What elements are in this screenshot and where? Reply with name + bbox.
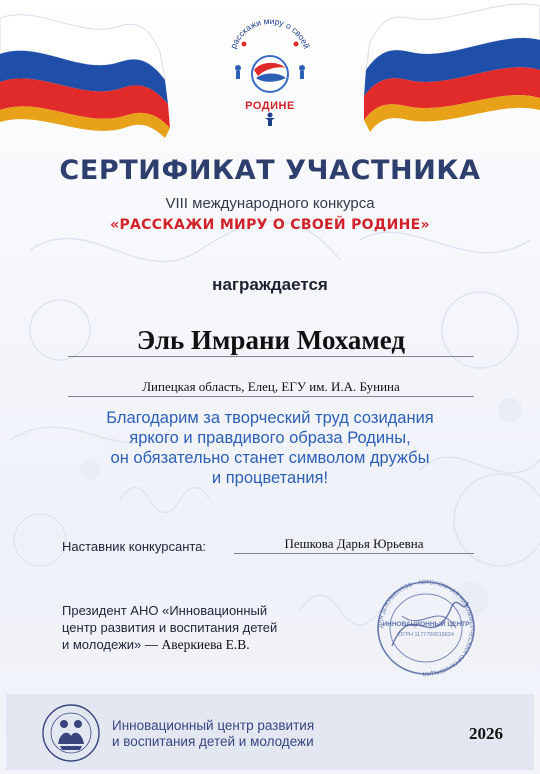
- person-figure-icon: [262, 112, 278, 126]
- svg-text:ДЛЯ ДОКУМЕНТОВ • АВТОНОМНАЯ НЕ: ДЛЯ ДОКУМЕНТОВ • АВТОНОМНАЯ НЕКОММЕРЧЕСКАЯ ОРГАНИЗАЦИЯ: [377, 579, 475, 677]
- russian-flag-ribbon-left: [0, 0, 190, 150]
- russian-flag-ribbon-right: [340, 0, 540, 150]
- signer-name: Аверкиева Е.В.: [161, 637, 250, 652]
- footer-org-name: [112, 718, 412, 750]
- thanks-text: [40, 408, 500, 488]
- svg-text:ИННОВАЦИОННЫЙ ЦЕНТР: ИННОВАЦИОННЫЙ ЦЕНТР: [382, 621, 470, 628]
- thanks-line: он обязательно станет символом дружбы: [110, 449, 430, 467]
- organization-logo-icon: [40, 702, 102, 764]
- president-line: Президент АНО «Инновационный: [62, 603, 268, 618]
- logo-name: РОДИНЕ: [245, 100, 295, 112]
- footer-org-line: и воспитания детей и молодежи: [112, 734, 314, 749]
- recipient-org-underline: [68, 396, 474, 397]
- mentor-label: Наставник конкурсанта:: [62, 539, 207, 554]
- footer-bar: [6, 694, 534, 770]
- thanks-line: яркого и правдивого образа Родины,: [129, 429, 411, 447]
- official-stamp: [372, 576, 480, 680]
- president-line: и молодежи» —: [62, 637, 158, 652]
- thanks-line: и процветания!: [211, 469, 329, 487]
- mentor-underline: [234, 553, 474, 554]
- president-signature-block: [62, 602, 362, 653]
- recipient-name: Эль Имрани Мохамед: [136, 325, 406, 355]
- globe-logo-icon: [218, 12, 322, 102]
- footer-org-line: Инновационный центр развития: [112, 718, 315, 733]
- thanks-line: Благодарим за творческий труд созидания: [106, 409, 434, 427]
- svg-text:расскажи миру о своей: расскажи миру о своей: [228, 15, 312, 51]
- contest-logo: [218, 12, 322, 124]
- svg-text:ОГРН 1177700019624: ОГРН 1177700019624: [398, 632, 454, 638]
- recipient-org: Липецкая область, Елец, ЕГУ им. И.А. Бунина: [142, 379, 400, 394]
- awarded-label: награждается: [212, 275, 328, 294]
- contest-name: «РАССКАЖИ МИРУ О СВОЕЙ РОДИНЕ»: [110, 217, 430, 233]
- mentor-name: Пешкова Дарья Юрьевна: [284, 536, 424, 551]
- certificate-year: 2026: [469, 724, 503, 743]
- president-line: центр развития и воспитания детей: [62, 620, 278, 635]
- certificate-title: СЕРТИФИКАТ УЧАСТНИКА: [59, 155, 481, 186]
- certificate-subtitle: VIII международного конкурса: [165, 195, 375, 212]
- recipient-name-underline: [68, 356, 474, 357]
